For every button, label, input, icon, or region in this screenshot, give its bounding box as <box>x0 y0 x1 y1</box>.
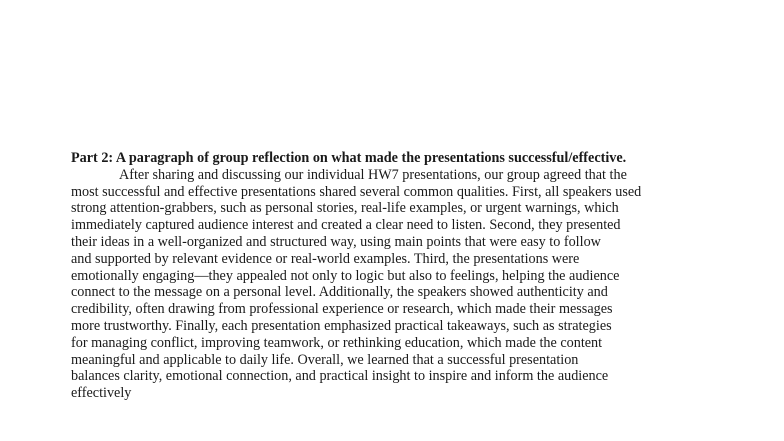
paragraph-line: After sharing and discussing our individual HW7 presentations, our group agreed that the <box>119 166 627 183</box>
paragraph-line: connect to the message on a personal level. Additionally, the speakers showed authenticity and <box>71 284 608 301</box>
paragraph-line: meaningful and applicable to daily life. Overall, we learned that a successful presentation <box>71 351 579 368</box>
document-body <box>71 150 721 402</box>
section-heading: Part 2: A paragraph of group reflection on what made the presentations successful/effective. <box>71 150 627 166</box>
paragraph-line: credibility, often drawing from professional experience or research, which made their messages <box>71 301 613 318</box>
paragraph-line: strong attention-grabbers, such as personal stories, real-life examples, or urgent warnings, which <box>71 200 619 217</box>
paragraph-line: for managing conflict, improving teamwork, or rethinking education, which made the content <box>71 334 603 351</box>
paragraph-line: their ideas in a well-organized and structured way, using main points that were easy to follow <box>71 233 601 250</box>
paragraph-line: balances clarity, emotional connection, and practical insight to inspire and inform the audience <box>71 368 609 385</box>
paragraph-line: and supported by relevant evidence or real-world examples. Third, the presentations were <box>71 250 580 267</box>
paragraph-line: immediately captured audience interest and created a clear need to listen. Second, they presented <box>71 217 621 234</box>
paragraph-line: most successful and effective presentations shared several common qualities. First, all speakers used <box>71 183 642 200</box>
reflection-paragraph <box>71 167 721 402</box>
paragraph-line: emotionally engaging—they appealed not only to logic but also to feelings, helping the audience <box>71 267 620 284</box>
paragraph-line: effectively <box>71 385 132 402</box>
paragraph-line: more trustworthy. Finally, each presentation emphasized practical takeaways, such as strategies <box>71 317 612 334</box>
